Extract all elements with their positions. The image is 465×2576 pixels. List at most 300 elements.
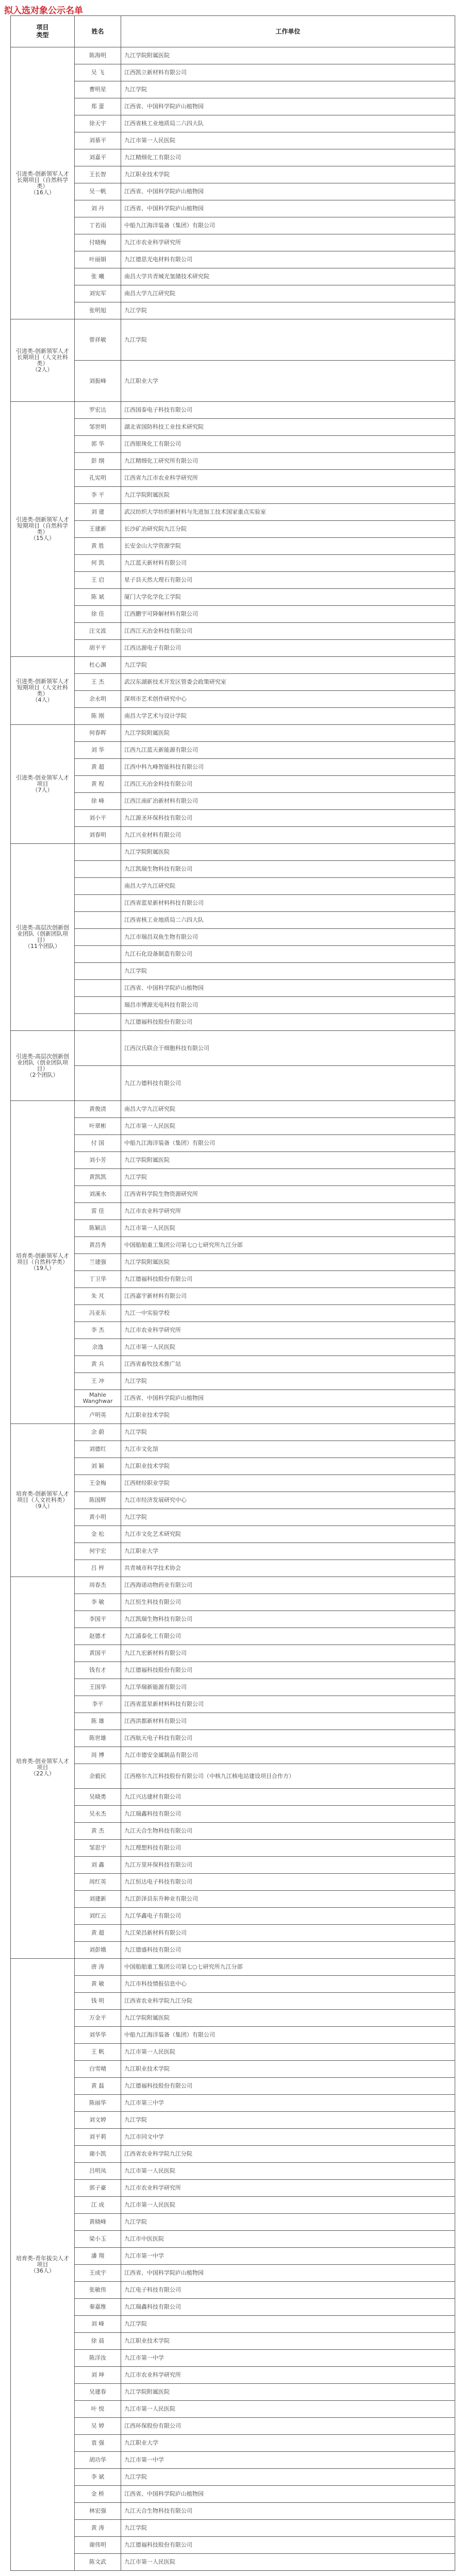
name-cell: 丁若雨 bbox=[75, 217, 121, 234]
org-cell: 九江市农业科学研究所 bbox=[121, 1322, 455, 1339]
org-cell: 九江学院 bbox=[121, 1169, 455, 1186]
org-cell: 南昌大学九江研究院 bbox=[121, 878, 455, 895]
org-cell: 九江德福科技股份有限公司 bbox=[121, 1014, 455, 1031]
name-cell: 张明旭 bbox=[75, 302, 121, 319]
table-row bbox=[11, 2010, 455, 2027]
table-row bbox=[11, 1679, 455, 1696]
org-cell: 九江凯瑞生物科技有限公司 bbox=[121, 1611, 455, 1628]
table-row bbox=[11, 2299, 455, 2316]
name-cell: 王国华 bbox=[75, 1679, 121, 1696]
table-row bbox=[11, 2197, 455, 2214]
table-row bbox=[11, 2350, 455, 2367]
org-cell: 中船九江海洋装备（集团）有限公司 bbox=[121, 217, 455, 234]
name-cell: 卢明英 bbox=[75, 1407, 121, 1424]
table-row bbox=[11, 234, 455, 251]
name-cell: 陈洋汝 bbox=[75, 2350, 121, 2367]
table-row bbox=[11, 2078, 455, 2095]
name-cell: 付 国 bbox=[75, 1135, 121, 1152]
org-cell: 江西省、中国科学院庐山植物园 bbox=[121, 1390, 455, 1407]
name-cell: 陈丽华 bbox=[75, 2095, 121, 2112]
table-row bbox=[11, 1152, 455, 1169]
roster-table bbox=[10, 15, 455, 2571]
table-row bbox=[11, 742, 455, 759]
table-row bbox=[11, 149, 455, 166]
org-cell: 九江市农业科学研究所 bbox=[121, 1203, 455, 1220]
org-cell: 九江市第三中学 bbox=[121, 2095, 455, 2112]
org-cell: 九江荣昌新材料有限公司 bbox=[121, 1925, 455, 1942]
org-cell: 江西江天冶金科技有限公司 bbox=[121, 623, 455, 640]
org-cell: 九江市科技情报信息中心 bbox=[121, 1976, 455, 1993]
org-cell: 九江学院 bbox=[121, 1373, 455, 1390]
org-cell: 九江恒生科技有限公司 bbox=[121, 1594, 455, 1611]
name-cell: 王 冲 bbox=[75, 1373, 121, 1390]
name-cell: 刘春明 bbox=[75, 827, 121, 844]
org-cell: 九江精细化工有限公司 bbox=[121, 149, 455, 166]
org-cell: 九江市第一人民医院 bbox=[121, 2554, 455, 2571]
category-label: （36人） bbox=[30, 2267, 55, 2274]
org-cell: 九江市同文中学 bbox=[121, 2129, 455, 2146]
table-row bbox=[11, 98, 455, 115]
table-header-row bbox=[11, 16, 455, 47]
name-cell: 付晓梅 bbox=[75, 234, 121, 251]
name-cell: 江 成 bbox=[75, 2197, 121, 2214]
table-row bbox=[11, 115, 455, 132]
name-cell: 黄 杰 bbox=[75, 1823, 121, 1840]
table-row bbox=[11, 657, 455, 674]
org-cell: 中船九江海洋装备（集团）有限公司 bbox=[121, 1135, 455, 1152]
name-cell bbox=[75, 878, 121, 895]
table-row bbox=[11, 1823, 455, 1840]
name-cell: 徐 晨 bbox=[75, 2333, 121, 2350]
org-cell: 九江市第一中学 bbox=[121, 2350, 455, 2367]
name-cell: 吴 飞 bbox=[75, 64, 121, 81]
category-label: 培育类-青年拔尖人才项目 bbox=[16, 2255, 69, 2268]
name-cell: 金 桥 bbox=[75, 2486, 121, 2503]
name-cell: 刘 颖 bbox=[75, 1458, 121, 1475]
table-row bbox=[11, 1220, 455, 1237]
org-cell: 江西海诺动物药业有限公司 bbox=[121, 1577, 455, 1594]
name-cell: 何宇宏 bbox=[75, 1543, 121, 1560]
table-row bbox=[11, 878, 455, 895]
name-cell: 刘平莉 bbox=[75, 2129, 121, 2146]
name-cell: 袁 强 bbox=[75, 2435, 121, 2452]
table-row bbox=[11, 1475, 455, 1492]
table-row bbox=[11, 946, 455, 963]
org-cell: 江西国泰电子科技有限公司 bbox=[121, 402, 455, 419]
category-label: （2人） bbox=[32, 366, 53, 373]
org-cell: 江西省农业科学院九江分院 bbox=[121, 1993, 455, 2010]
table-row bbox=[11, 1014, 455, 1031]
name-cell: 何春晖 bbox=[75, 725, 121, 742]
table-row bbox=[11, 1424, 455, 1441]
name-cell bbox=[75, 980, 121, 997]
name-cell: 余 蔚 bbox=[75, 1424, 121, 1441]
org-cell: 九江市文化艺术研究院 bbox=[121, 1526, 455, 1543]
table-row bbox=[11, 1959, 455, 1976]
table-row bbox=[11, 2163, 455, 2180]
table-row bbox=[11, 1560, 455, 1577]
category-cell bbox=[11, 1959, 75, 2571]
table-row bbox=[11, 589, 455, 606]
table-row bbox=[11, 1942, 455, 1959]
table-row bbox=[11, 1441, 455, 1458]
table-row bbox=[11, 691, 455, 708]
name-cell: 周春杰 bbox=[75, 1577, 121, 1594]
name-cell: 刘文婷 bbox=[75, 2112, 121, 2129]
table-row bbox=[11, 81, 455, 98]
name-cell: 刘溪水 bbox=[75, 1186, 121, 1203]
name-cell: 王长智 bbox=[75, 166, 121, 183]
org-cell: 九江职业技术学院 bbox=[121, 2333, 455, 2350]
table-row bbox=[11, 183, 455, 200]
name-cell: 陈 斌 bbox=[75, 589, 121, 606]
name-cell: 刘小芳 bbox=[75, 1152, 121, 1169]
table-row bbox=[11, 1271, 455, 1288]
table-row bbox=[11, 1747, 455, 1764]
name-cell: 林宏强 bbox=[75, 2503, 121, 2520]
name-cell: 钱有才 bbox=[75, 1662, 121, 1679]
table-row bbox=[11, 2248, 455, 2265]
table-row bbox=[11, 725, 455, 742]
category-cell bbox=[11, 844, 75, 1031]
org-cell: 江西省、中国科学院庐山植物园 bbox=[121, 2486, 455, 2503]
name-cell: 余逸 bbox=[75, 1339, 121, 1356]
table-row bbox=[11, 640, 455, 657]
header-name: 姓名 bbox=[75, 16, 121, 47]
table-row bbox=[11, 1373, 455, 1390]
name-cell: 刘嘉平 bbox=[75, 149, 121, 166]
table-row bbox=[11, 980, 455, 997]
table-row bbox=[11, 538, 455, 555]
org-cell: 九江学院 bbox=[121, 81, 455, 98]
name-cell bbox=[75, 997, 121, 1014]
table-row bbox=[11, 504, 455, 521]
name-cell: 李 敏 bbox=[75, 1594, 121, 1611]
name-cell: 杜心渊 bbox=[75, 657, 121, 674]
org-cell: 瑞昌市博源光电科技有限公司 bbox=[121, 997, 455, 1014]
table-row bbox=[11, 2367, 455, 2384]
name-cell: 吴建春 bbox=[75, 2384, 121, 2401]
table-row bbox=[11, 1662, 455, 1679]
category-cell bbox=[11, 657, 75, 725]
table-row bbox=[11, 251, 455, 268]
table-row bbox=[11, 1169, 455, 1186]
table-row bbox=[11, 2520, 455, 2537]
table-row bbox=[11, 1492, 455, 1509]
org-cell: 江西省、中国科学院庐山植物园 bbox=[121, 2265, 455, 2282]
name-cell: 徐 峰 bbox=[75, 793, 121, 810]
org-cell: 九江职业技术学院 bbox=[121, 1407, 455, 1424]
table-row bbox=[11, 606, 455, 623]
org-cell: 九江市中医医院 bbox=[121, 2231, 455, 2248]
table-row bbox=[11, 827, 455, 844]
category-cell bbox=[11, 47, 75, 319]
name-cell: 兰建强 bbox=[75, 1254, 121, 1271]
category-label: （11个团队） bbox=[25, 943, 60, 950]
name-cell: 李 杰 bbox=[75, 1322, 121, 1339]
name-cell: 黄 敏 bbox=[75, 1976, 121, 1993]
name-cell: 曾祥敏 bbox=[75, 319, 121, 361]
org-cell: 九江学院 bbox=[121, 2316, 455, 2333]
org-cell: 中船九江海洋装备（集团）有限公司 bbox=[121, 2027, 455, 2044]
org-cell: 九江市农业科学研究所 bbox=[121, 234, 455, 251]
org-cell: 江西省核工业地质局二六四大队 bbox=[121, 912, 455, 929]
org-cell: 九江学院 bbox=[121, 963, 455, 980]
org-cell: 九江德盛科技有限公司 bbox=[121, 1942, 455, 1959]
org-cell: 九江职业技术学院 bbox=[121, 2061, 455, 2078]
org-cell: 长沙矿冶研究院九江分院 bbox=[121, 521, 455, 538]
table-row bbox=[11, 1031, 455, 1066]
name-cell: 黄 磊 bbox=[75, 2078, 121, 2095]
category-label: （16人） bbox=[30, 189, 55, 196]
table-row bbox=[11, 912, 455, 929]
table-row bbox=[11, 319, 455, 361]
org-cell: 九江学院附属医院 bbox=[121, 47, 455, 64]
table-row bbox=[11, 793, 455, 810]
org-cell: 九江学院附属医院 bbox=[121, 2384, 455, 2401]
name-cell: 余毅民 bbox=[75, 1764, 121, 1789]
table-row bbox=[11, 997, 455, 1014]
table-row bbox=[11, 2180, 455, 2197]
name-cell: 黄 超 bbox=[75, 1925, 121, 1942]
table-row bbox=[11, 419, 455, 436]
org-cell: 九江九宏新材料有限公司 bbox=[121, 1645, 455, 1662]
table-row bbox=[11, 1237, 455, 1254]
name-cell: 孔宪明 bbox=[75, 470, 121, 487]
name-cell: 梁小玉 bbox=[75, 2231, 121, 2248]
org-cell: 江西格尔九江科技股份有限公司（中核九江核电站建设项目合作方） bbox=[121, 1764, 455, 1789]
table-row bbox=[11, 217, 455, 234]
org-cell: 九江学院 bbox=[121, 2214, 455, 2231]
table-row bbox=[11, 1764, 455, 1789]
name-cell: 郭子豪 bbox=[75, 2180, 121, 2197]
name-cell: 陈文武 bbox=[75, 2554, 121, 2571]
table-row bbox=[11, 2095, 455, 2112]
name-cell: 刘宪军 bbox=[75, 285, 121, 302]
category-label: （9人） bbox=[32, 1503, 53, 1510]
table-row bbox=[11, 1840, 455, 1857]
table-row bbox=[11, 1407, 455, 1424]
name-cell bbox=[75, 929, 121, 946]
org-cell: 九江市文化馆 bbox=[121, 1441, 455, 1458]
table-row bbox=[11, 1891, 455, 1908]
org-cell: 九江学院 bbox=[121, 2520, 455, 2537]
org-cell: 九江职业技术学院 bbox=[121, 166, 455, 183]
table-row bbox=[11, 2401, 455, 2418]
name-cell: 冯亚东 bbox=[75, 1305, 121, 1322]
org-cell: 九江恒达电子科技有限公司 bbox=[121, 1874, 455, 1891]
table-row bbox=[11, 1101, 455, 1118]
name-cell: 黄俊清 bbox=[75, 1101, 121, 1118]
table-row bbox=[11, 861, 455, 878]
name-cell bbox=[75, 895, 121, 912]
category-label: 培育类-创新领军人才项目（自然科学类） bbox=[16, 1252, 69, 1265]
org-cell: 中国船舶重工集团公司第七○七研究所九江分部 bbox=[121, 1237, 455, 1254]
table-row bbox=[11, 2537, 455, 2554]
table-row bbox=[11, 521, 455, 538]
name-cell: 刘建新 bbox=[75, 1891, 121, 1908]
category-label: 引进类-创新领军人才短期项目（自然科学类） bbox=[16, 516, 69, 535]
table-row bbox=[11, 810, 455, 827]
org-cell: 九江市第一中学 bbox=[121, 2452, 455, 2469]
category-label: 引进类-创业领军人才项目 bbox=[16, 774, 69, 787]
table-row bbox=[11, 1577, 455, 1594]
table-row bbox=[11, 2486, 455, 2503]
org-cell: 江西江南矿冶新材料有限公司 bbox=[121, 793, 455, 810]
category-label: （22人） bbox=[30, 1770, 55, 1777]
name-cell: 刘德红 bbox=[75, 1441, 121, 1458]
org-cell: 九江兴达建材有限公司 bbox=[121, 1789, 455, 1806]
name-cell: 秦嘉维 bbox=[75, 2299, 121, 2316]
org-cell: 九江德福科技股份有限公司 bbox=[121, 2078, 455, 2095]
name-cell: 胡功华 bbox=[75, 2452, 121, 2469]
name-cell: 王成宇 bbox=[75, 2265, 121, 2282]
name-cell: 周 博 bbox=[75, 1747, 121, 1764]
table-row bbox=[11, 1806, 455, 1823]
org-cell: 九江市农业科学研究所 bbox=[121, 2367, 455, 2384]
org-cell: 九江天合生物科技有限公司 bbox=[121, 1823, 455, 1840]
org-cell: 江西鹏宇可降解材料有限公司 bbox=[121, 606, 455, 623]
org-cell: 九江华瑞新能源有限公司 bbox=[121, 1679, 455, 1696]
org-cell: 九江学院 bbox=[121, 319, 455, 361]
table-row bbox=[11, 64, 455, 81]
name-cell: 陈国辉 bbox=[75, 1492, 121, 1509]
table-row bbox=[11, 1066, 455, 1101]
table-row bbox=[11, 285, 455, 302]
table-row bbox=[11, 844, 455, 861]
name-cell: 张敏伟 bbox=[75, 2282, 121, 2299]
org-cell: 江西省、中国科学院庐山植物园 bbox=[121, 98, 455, 115]
org-cell: 江西省畜牧技术推广站 bbox=[121, 1356, 455, 1373]
table-row bbox=[11, 1857, 455, 1874]
table-row bbox=[11, 1611, 455, 1628]
header-category-line: 类型 bbox=[36, 31, 49, 39]
org-cell: 九江市第一人民医院 bbox=[121, 1118, 455, 1135]
category-cell bbox=[11, 725, 75, 844]
table-row bbox=[11, 2044, 455, 2061]
org-cell: 共青城市科学技术协会 bbox=[121, 1560, 455, 1577]
table-row bbox=[11, 1458, 455, 1475]
org-cell: 江西嘉宇新材料有限公司 bbox=[121, 1288, 455, 1305]
table-row bbox=[11, 1594, 455, 1611]
table-row bbox=[11, 1305, 455, 1322]
org-cell: 南昌大学九江研究院 bbox=[121, 285, 455, 302]
name-cell: 黄 兵 bbox=[75, 1356, 121, 1373]
org-cell: 九江精细化工研究所有限公司 bbox=[121, 453, 455, 470]
category-label: （15人） bbox=[30, 535, 55, 541]
org-cell: 江西省核工业地质局二六四大队 bbox=[121, 115, 455, 132]
org-cell: 九江万里环保科技有限公司 bbox=[121, 1857, 455, 1874]
name-cell bbox=[75, 1014, 121, 1031]
table-row bbox=[11, 1976, 455, 1993]
org-cell: 九江浦泰化工有限公司 bbox=[121, 1628, 455, 1645]
name-cell bbox=[75, 912, 121, 929]
name-cell: 吴永杰 bbox=[75, 1806, 121, 1823]
name-cell: 白雪晴 bbox=[75, 2061, 121, 2078]
name-cell: 黄 程 bbox=[75, 776, 121, 793]
name-cell: 王建新 bbox=[75, 521, 121, 538]
org-cell: 九江德福科技股份有限公司 bbox=[121, 2537, 455, 2554]
table-row bbox=[11, 708, 455, 725]
name-cell: 刘慕平 bbox=[75, 132, 121, 149]
name-cell: 刘小平 bbox=[75, 810, 121, 827]
org-cell: 厦门大学化学化工学院 bbox=[121, 589, 455, 606]
category-label: （4人） bbox=[32, 696, 53, 703]
table-row bbox=[11, 1543, 455, 1560]
name-cell: 吕 梓 bbox=[75, 1560, 121, 1577]
table-row bbox=[11, 1322, 455, 1339]
table-row bbox=[11, 470, 455, 487]
org-cell: 九江市第一中学 bbox=[121, 2248, 455, 2265]
org-cell: 九江学院 bbox=[121, 1509, 455, 1526]
name-cell: 胡平平 bbox=[75, 640, 121, 657]
org-cell: 九江力德科技有限公司 bbox=[121, 1066, 455, 1101]
org-cell: 九江市第一人民医院 bbox=[121, 1339, 455, 1356]
org-cell: 九江石化设备制造有限公司 bbox=[121, 946, 455, 963]
table-row bbox=[11, 2061, 455, 2078]
table-row bbox=[11, 572, 455, 589]
table-row bbox=[11, 2333, 455, 2350]
name-cell: 陈海明 bbox=[75, 47, 121, 64]
table-row bbox=[11, 1356, 455, 1373]
table-row bbox=[11, 402, 455, 419]
name-cell: Mahle Wanghwar bbox=[75, 1390, 121, 1407]
name-cell: 唐 涛 bbox=[75, 1959, 121, 1976]
org-cell: 九江凯瑞生物科技有限公司 bbox=[121, 861, 455, 878]
table-row bbox=[11, 623, 455, 640]
org-cell: 九江学院附属医院 bbox=[121, 487, 455, 504]
category-label: 引进类-创新领军人才短期项目（人文社科类） bbox=[16, 677, 69, 697]
org-cell: 江西九江蓝天新能源有限公司 bbox=[121, 742, 455, 759]
table-row bbox=[11, 929, 455, 946]
table-row bbox=[11, 1186, 455, 1203]
table-row bbox=[11, 2129, 455, 2146]
name-cell: 吴 婷 bbox=[75, 2418, 121, 2435]
table-row bbox=[11, 2112, 455, 2129]
name-cell: 罗宏达 bbox=[75, 402, 121, 419]
table-row bbox=[11, 1628, 455, 1645]
category-cell bbox=[11, 1424, 75, 1577]
org-cell: 江西银珠化工有限公司 bbox=[121, 436, 455, 453]
name-cell: 吴一帆 bbox=[75, 183, 121, 200]
header-category-line: 项目 bbox=[36, 24, 49, 31]
page-title: 拟入选对象公示名单 bbox=[4, 6, 83, 16]
name-cell bbox=[75, 844, 121, 861]
name-cell: 徐 佳 bbox=[75, 606, 121, 623]
name-cell: 谢小凯 bbox=[75, 2146, 121, 2163]
name-cell: 郭 华 bbox=[75, 436, 121, 453]
org-cell: 九江学院附属医院 bbox=[121, 844, 455, 861]
org-cell: 九江市第一人民医院 bbox=[121, 2163, 455, 2180]
name-cell: 李平 bbox=[75, 1696, 121, 1713]
org-cell: 江西汉氏联合干细胞科技有限公司 bbox=[121, 1031, 455, 1066]
org-cell: 江西江天冶金科技有限公司 bbox=[121, 776, 455, 793]
name-cell: 张 曦 bbox=[75, 268, 121, 285]
table-row bbox=[11, 1118, 455, 1135]
name-cell: 徐天宇 bbox=[75, 115, 121, 132]
org-cell: 九江市第一人民医院 bbox=[121, 2401, 455, 2418]
name-cell: 叶丽娟 bbox=[75, 251, 121, 268]
table-row bbox=[11, 1730, 455, 1747]
table-row bbox=[11, 2146, 455, 2163]
name-cell: 陈 刚 bbox=[75, 708, 121, 725]
org-cell: 九江源圣环保科技有限公司 bbox=[121, 810, 455, 827]
name-cell: 黄昌秀 bbox=[75, 1237, 121, 1254]
category-label: （7人） bbox=[32, 787, 53, 793]
name-cell: 周红英 bbox=[75, 1874, 121, 1891]
table-row bbox=[11, 1696, 455, 1713]
name-cell: 黄晓峰 bbox=[75, 2214, 121, 2231]
